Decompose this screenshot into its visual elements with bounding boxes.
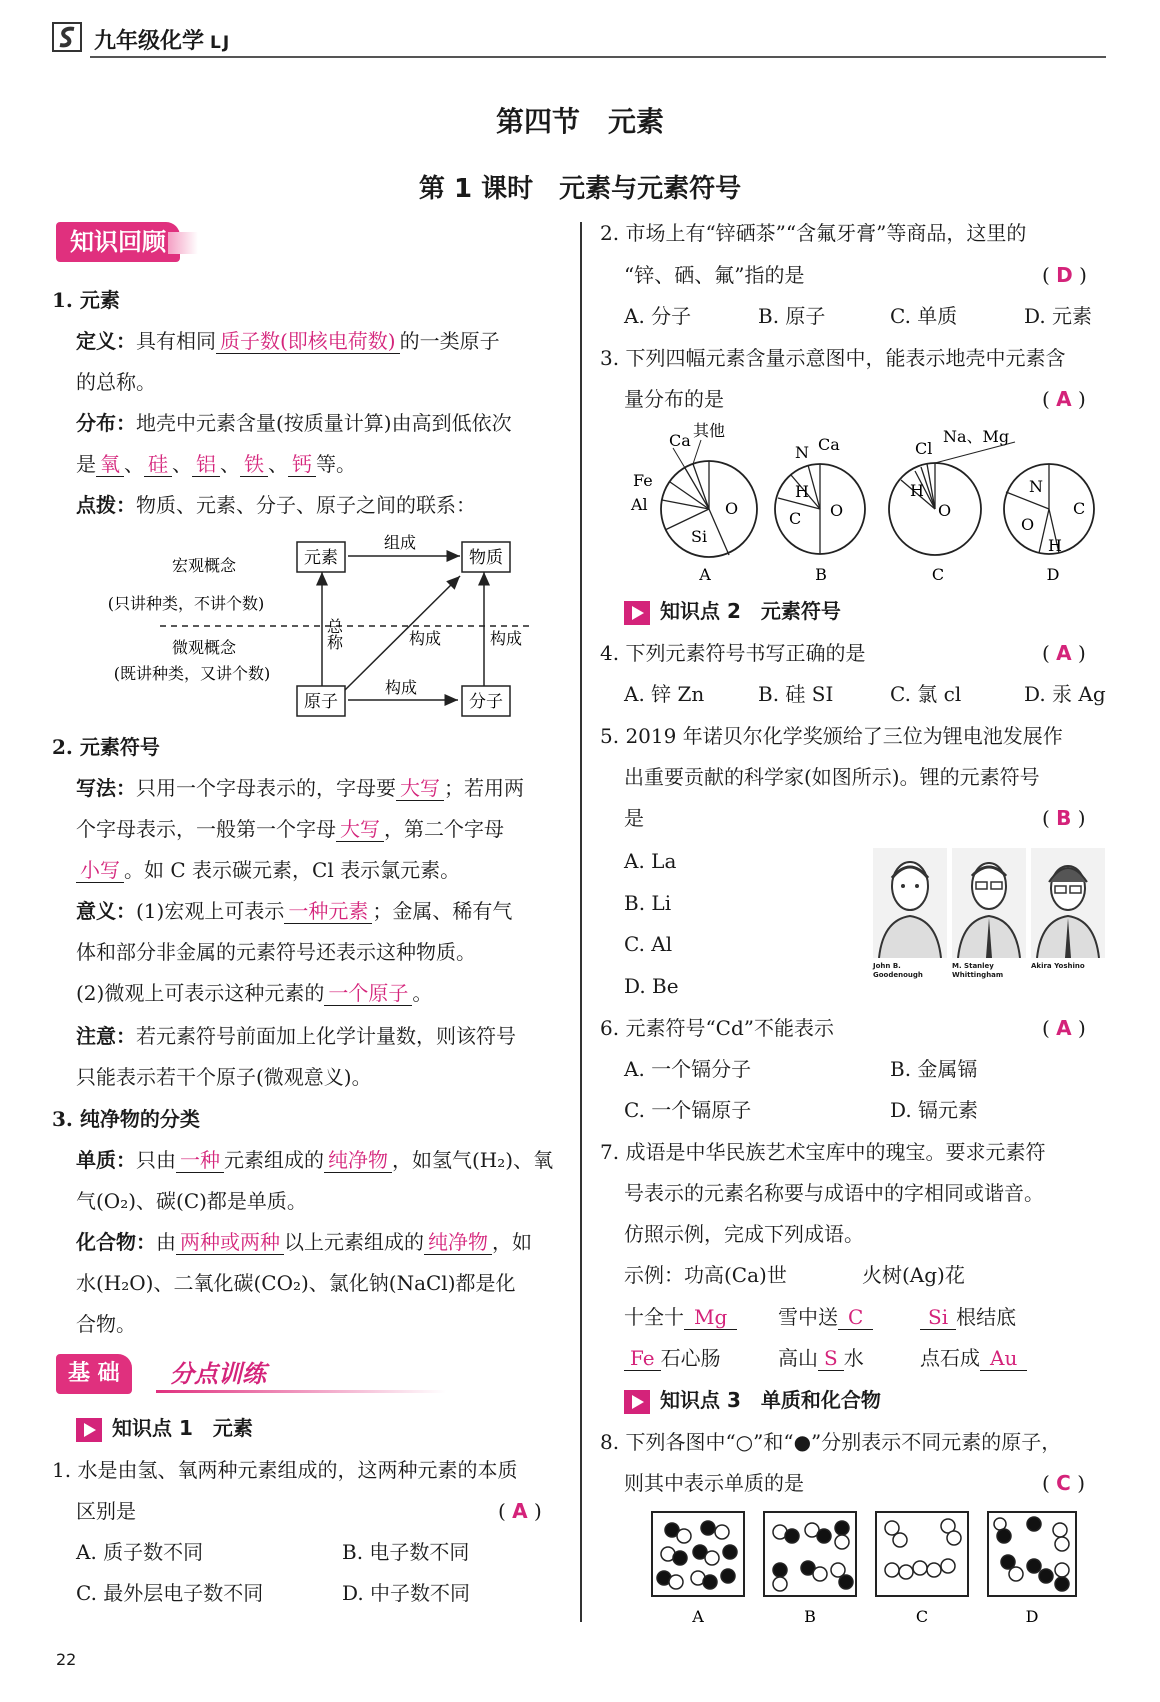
- q1-stem: 1. 水是由氢、氧两种元素组成的，这两种元素的本质: [52, 1458, 518, 1482]
- svg-text:B: B: [815, 565, 827, 584]
- svg-text:Si: Si: [691, 527, 708, 546]
- write-line: 写法：只用一个字母表示的，字母要 大写 ；若用两: [76, 776, 524, 800]
- tip-line: 点拨：物质、元素、分子、原子之间的联系：: [76, 493, 476, 517]
- box-b: [764, 1512, 856, 1626]
- k3-title: 3. 纯净物的分类: [52, 1107, 200, 1131]
- label-construct2: 构成: [489, 629, 523, 648]
- k1-title: 1. 元素: [52, 288, 120, 312]
- q4-option-b: B. 硅 SI: [758, 682, 834, 706]
- svg-text:O: O: [938, 501, 952, 520]
- q1-option-d: D. 中子数不同: [342, 1581, 471, 1605]
- q7-idiom6: 点石成 Au: [920, 1345, 1027, 1371]
- q4-answer: ( A ): [1042, 641, 1086, 665]
- svg-text:D: D: [1025, 1607, 1039, 1626]
- q7-idiom4: Fe 石心肠: [624, 1345, 721, 1371]
- portrait-whittingham: M. Stanley Whittingham: [952, 848, 1026, 984]
- note-line: 注意：若元素符号前面加上化学计量数，则该符号: [76, 1024, 516, 1048]
- svg-text:H: H: [910, 481, 924, 500]
- svg-text:Ca: Ca: [818, 435, 840, 454]
- def-line2: 的总称。: [76, 370, 156, 394]
- lesson-title: 第 1 课时 元素与元素符号: [418, 174, 742, 204]
- mean-line: 意义：(1)宏观上可表示 一种元素 ；金属、稀有气: [76, 899, 513, 923]
- q1-option-b: B. 电子数不同: [342, 1540, 470, 1564]
- mean-line2: 体和部分非金属的元素符号还表示这种物质。: [76, 940, 476, 964]
- svg-text:O: O: [1021, 515, 1035, 534]
- q8-stem2: 则其中表示单质的是: [624, 1471, 804, 1495]
- label-micro-note: (既讲种类，又讲个数): [113, 664, 271, 683]
- kp1-heading: 知识点 1 元素: [76, 1415, 253, 1442]
- comp-line2: 水(H₂O)、二氧化碳(CO₂)、氯化钠(NaCl)都是化: [76, 1271, 516, 1295]
- q4-option-c: C. 氯 cl: [890, 682, 962, 706]
- label-macro-note: (只讲种类，不讲个数): [107, 594, 265, 613]
- train-tag: 基 础 分点训练: [56, 1354, 396, 1394]
- node-atom: 原子: [304, 692, 338, 712]
- q3-stem: 3. 下列四幅元素含量示意图中，能表示地壳中元素含: [600, 346, 1066, 370]
- header-title: 九年级化学 LJ: [94, 29, 232, 54]
- svg-text:Al: Al: [631, 495, 648, 514]
- svg-text:Fe: Fe: [633, 471, 653, 490]
- portrait-yoshino: Akira Yoshino: [1031, 848, 1105, 984]
- svg-text:N: N: [795, 443, 809, 462]
- pie-b: [775, 435, 865, 584]
- comp-line3: 合物。: [76, 1312, 136, 1336]
- q1-option-a: A. 质子数不同: [76, 1540, 204, 1564]
- pie-d: [1004, 464, 1094, 584]
- svg-text:D: D: [1046, 565, 1060, 584]
- svg-text:C: C: [915, 1607, 929, 1626]
- q4-option-d: D. 汞 Ag: [1024, 682, 1106, 706]
- q5-answer: ( B ): [1042, 806, 1086, 830]
- q3-stem2: 量分布的是: [624, 387, 724, 411]
- q7-idiom2: 雪中送 C: [778, 1304, 873, 1330]
- portrait-goodenough: John B. Goodenough: [873, 848, 947, 984]
- label-construct3: 构成: [384, 678, 418, 697]
- q2-option-b: B. 原子: [758, 304, 826, 328]
- q6-option-b: B. 金属镉: [890, 1057, 978, 1081]
- q7-example1: 示例：功高(Ca)世: [624, 1263, 787, 1287]
- note-line2: 只能表示若干个原子(微观意义)。: [76, 1065, 372, 1089]
- q5-stem: 5. 2019 年诺贝尔化学奖颁给了三位为锂电池发展作: [600, 724, 1063, 748]
- q5-stem2: 出重要贡献的科学家(如图所示)。锂的元素符号: [624, 765, 1040, 789]
- q3-pie-charts: [625, 420, 1105, 585]
- q6-option-a: A. 一个镉分子: [624, 1057, 752, 1081]
- label-total: 总称: [324, 618, 344, 650]
- q2-stem2: “锌、硒、氟”指的是: [624, 263, 805, 287]
- q4-option-a: A. 锌 Zn: [624, 682, 705, 706]
- simple-line2: 气(O₂)、碳(C)都是单质。: [76, 1189, 307, 1213]
- concept-diagram: [100, 528, 530, 718]
- q6-option-d: D. 镉元素: [890, 1098, 979, 1122]
- mean2-line: (2)微观上可表示这种元素的 一个原子 。: [76, 981, 433, 1005]
- q2-answer: ( D ): [1042, 263, 1087, 287]
- label-macro: 宏观概念: [171, 556, 237, 575]
- label-micro: 微观概念: [171, 638, 237, 657]
- write-line2: 个字母表示，一般第一个字母 大写 ，第二个字母: [76, 817, 504, 841]
- pie-c: [889, 427, 1015, 584]
- svg-text:Na、Mg: Na、Mg: [943, 427, 1010, 446]
- section-title: 第四节 元素: [495, 105, 664, 138]
- svg-text:Ca: Ca: [669, 431, 691, 450]
- q2-option-d: D. 元素: [1024, 304, 1093, 328]
- q5-option-c: C. Al: [624, 932, 673, 956]
- def-line: 定义：具有相同 质子数(即核电荷数) 的一类原子: [76, 329, 500, 353]
- dist-line: 分布：地壳中元素含量(按质量计算)由高到低依次: [76, 411, 512, 435]
- q3-answer: ( A ): [1042, 387, 1086, 411]
- box-c: [876, 1512, 968, 1626]
- q7-stem: 7. 成语是中华民族艺术宝库中的瑰宝。要求元素符: [600, 1140, 1046, 1164]
- q5-option-b: B. Li: [624, 891, 672, 915]
- svg-text:H: H: [795, 482, 809, 501]
- review-tag: 知识回顾: [56, 222, 180, 262]
- header-logo: [52, 22, 82, 52]
- node-molecule: 分子: [469, 692, 503, 712]
- node-element: 元素: [304, 548, 338, 568]
- column-divider: [580, 222, 582, 1622]
- q2-option-c: C. 单质: [890, 304, 958, 328]
- box-d: [988, 1512, 1076, 1626]
- q7-stem3: 仿照示例，完成下列成语。: [624, 1222, 864, 1246]
- svg-text:O: O: [725, 499, 739, 518]
- q1-stem2: 区别是: [76, 1499, 136, 1523]
- q2-stem: 2. 市场上有“锌硒茶”“含氟牙膏”等商品，这里的: [600, 221, 1027, 245]
- svg-text:C: C: [931, 565, 945, 584]
- svg-text:C: C: [1073, 499, 1086, 518]
- q7-idiom5: 高山 S 水: [778, 1346, 864, 1370]
- q7-idiom1: 十全十 Mg: [624, 1304, 737, 1330]
- pie-a: [630, 421, 757, 584]
- review-tag-wing: [168, 232, 198, 254]
- q7-idiom3: Si 根结底: [920, 1304, 1016, 1330]
- q4-stem: 4. 下列元素符号书写正确的是: [600, 641, 866, 665]
- q5-stem3: 是: [624, 806, 644, 830]
- q5-option-d: D. Be: [624, 974, 679, 998]
- box-a: [652, 1512, 744, 1626]
- q7-stem2: 号表示的元素名称要与成语中的字相同或谐音。: [624, 1181, 1044, 1205]
- svg-text:B: B: [804, 1607, 816, 1626]
- dist-line2: 是 氧 、 硅 、 铝 、 铁 、 钙 等。: [76, 452, 356, 476]
- svg-text:H: H: [1048, 536, 1062, 555]
- svg-text:A: A: [699, 565, 711, 584]
- kp3-heading: 知识点 3 单质和化合物: [624, 1387, 881, 1414]
- q1-option-c: C. 最外层电子数不同: [76, 1581, 264, 1605]
- svg-text:O: O: [830, 501, 844, 520]
- label-construct1: 构成: [408, 629, 442, 648]
- q8-stem: 8. 下列各图中“○”和“●”分别表示不同元素的原子，: [600, 1430, 1062, 1454]
- q6-stem: 6. 元素符号“Cd”不能表示: [600, 1016, 834, 1040]
- comp-line: 化合物：由 两种或两种 以上元素组成的 纯净物 ，如: [76, 1230, 532, 1254]
- q6-option-c: C. 一个镉原子: [624, 1098, 752, 1122]
- svg-text:A: A: [692, 1607, 704, 1626]
- svg-text:N: N: [1029, 477, 1043, 496]
- k2-title: 2. 元素符号: [52, 735, 160, 759]
- svg-text:其他: 其他: [693, 421, 726, 440]
- q6-answer: ( A ): [1042, 1016, 1086, 1040]
- q7-example2: 火树(Ag)花: [862, 1263, 965, 1287]
- scientists-image: [873, 848, 1105, 984]
- node-substance: 物质: [469, 548, 503, 568]
- q8-particle-diagrams: [650, 1510, 1080, 1630]
- svg-text:Cl: Cl: [915, 439, 933, 458]
- header-rule: [90, 56, 1106, 58]
- q2-option-a: A. 分子: [624, 304, 692, 328]
- label-compose: 组成: [383, 533, 417, 552]
- q8-answer: ( C ): [1042, 1471, 1086, 1495]
- kp2-heading: 知识点 2 元素符号: [624, 598, 841, 625]
- write-line3: 小写 。如 C 表示碳元素，Cl 表示氯元素。: [76, 857, 460, 883]
- page-number: 22: [56, 1650, 77, 1669]
- q5-option-a: A. La: [624, 849, 677, 873]
- svg-text:C: C: [789, 509, 802, 528]
- simple-line: 单质：只由 一种 元素组成的 纯净物 ，如氢气(H₂)、氧: [76, 1148, 554, 1172]
- q1-answer: ( A ): [498, 1499, 542, 1523]
